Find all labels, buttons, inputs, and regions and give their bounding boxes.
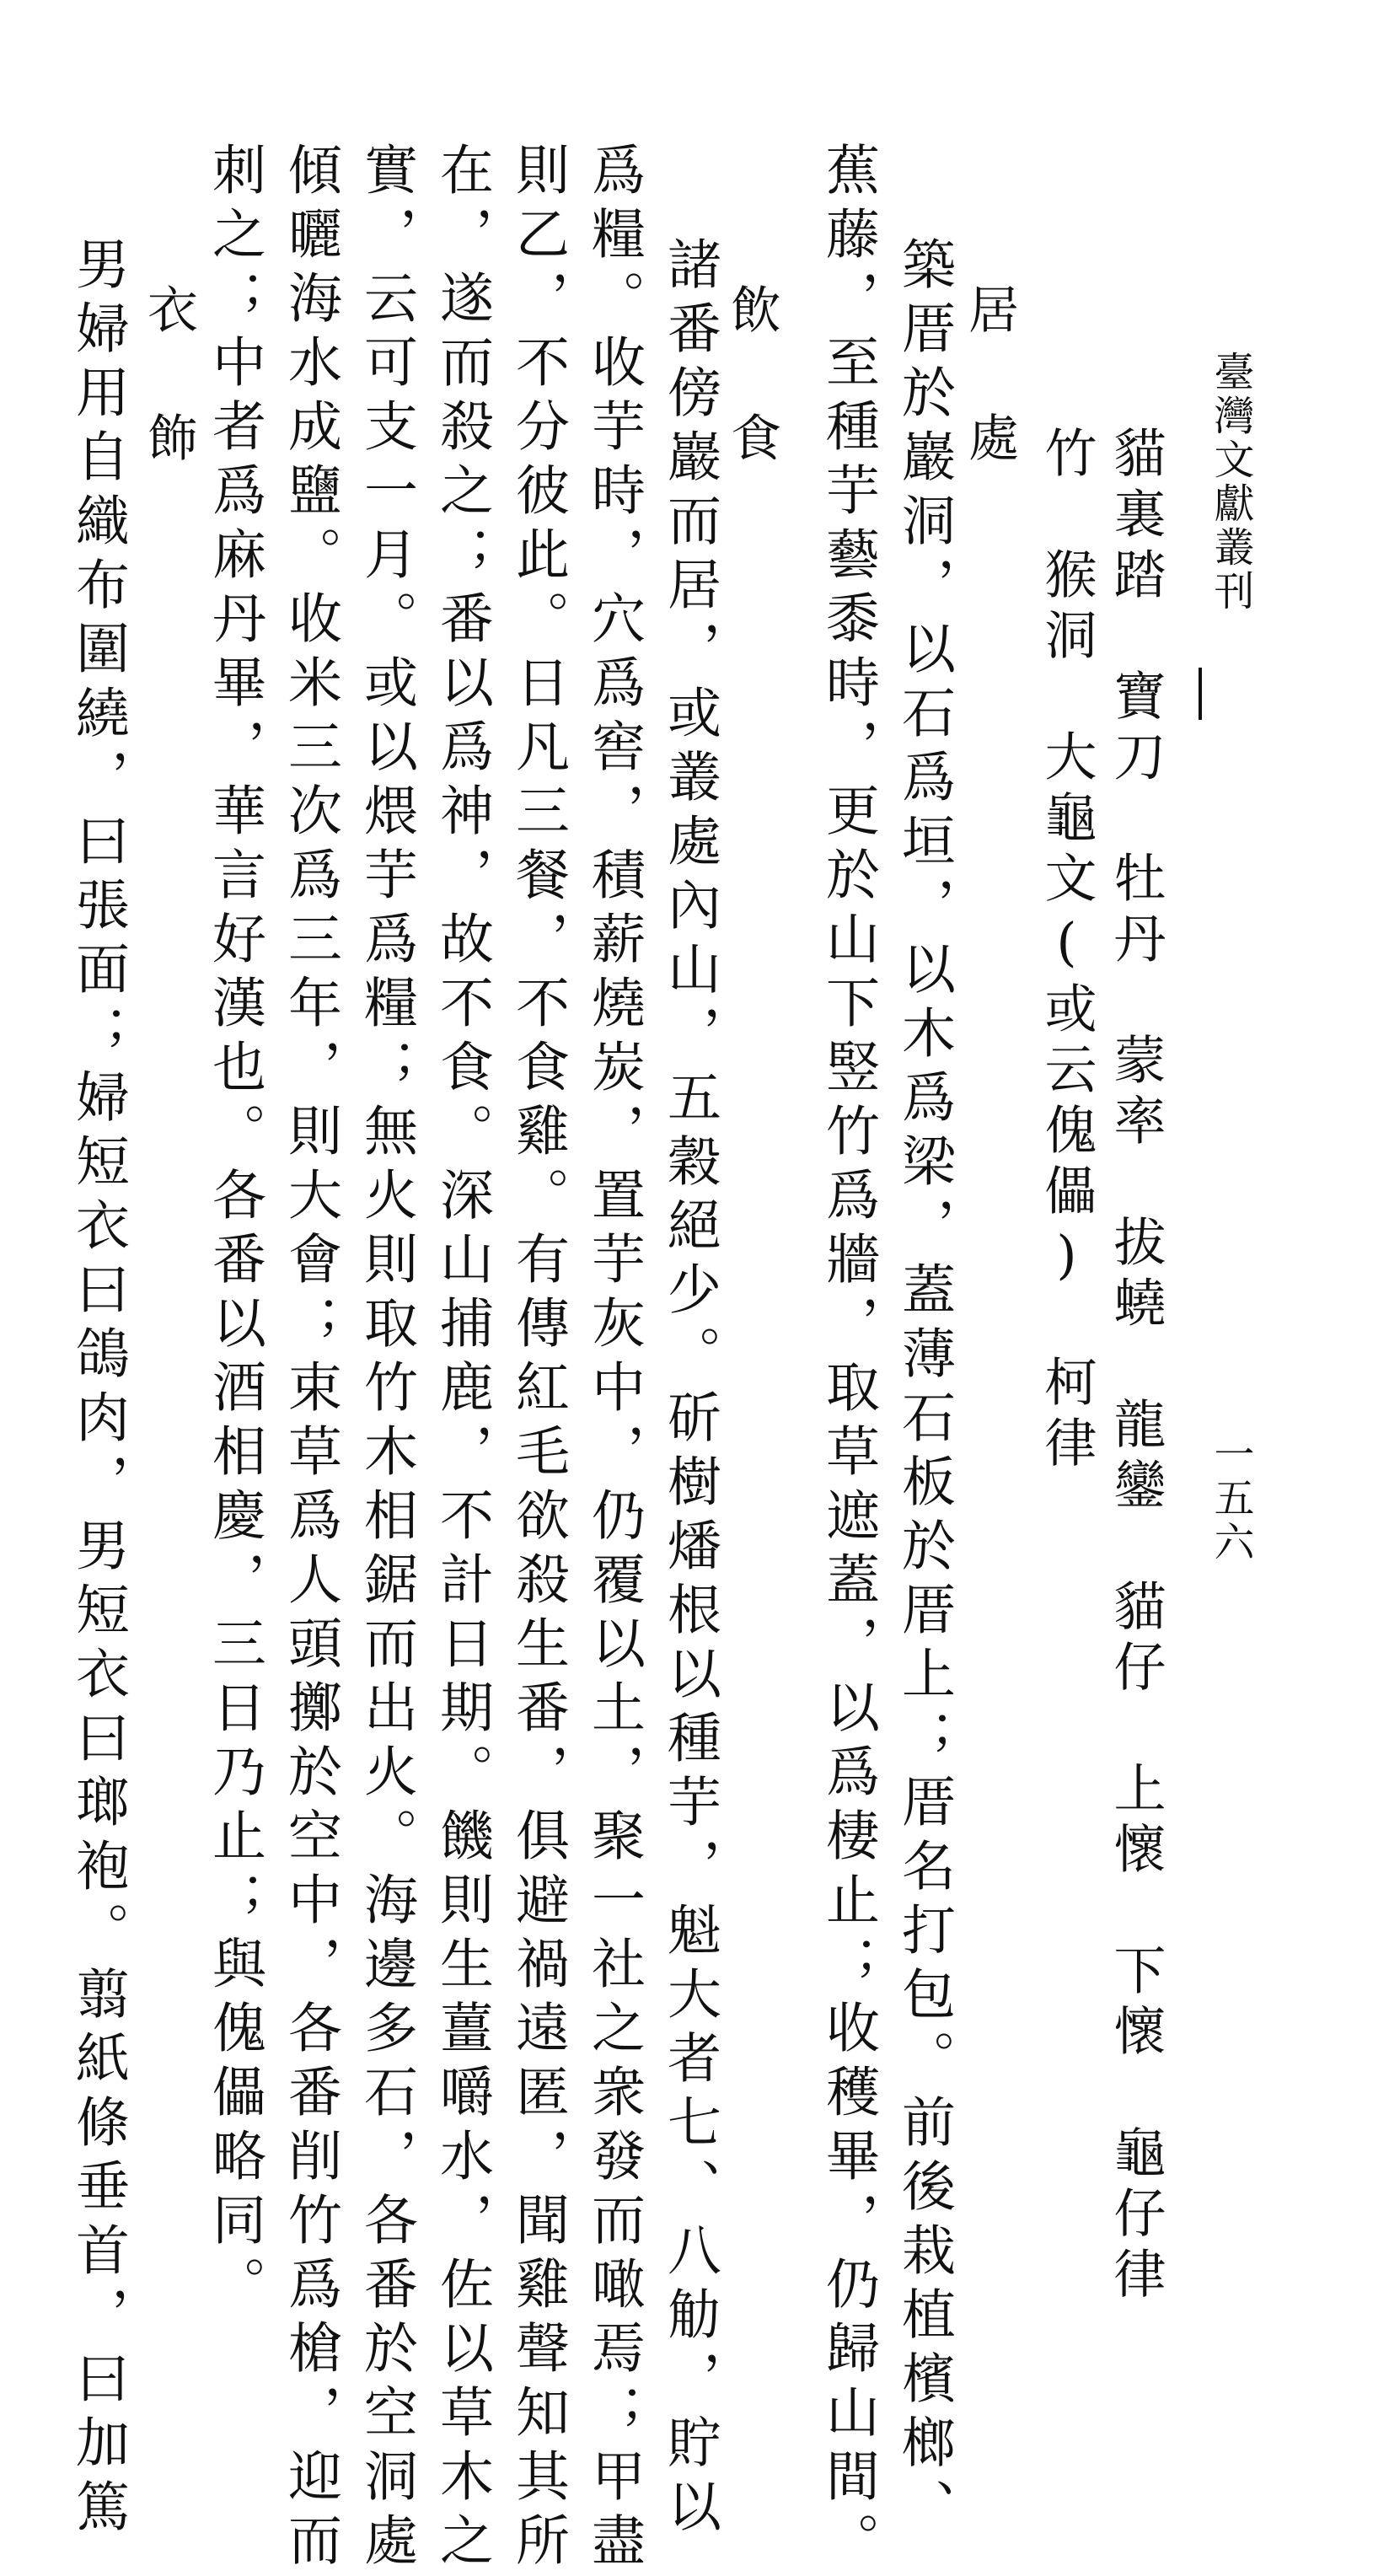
food-line-7: 刺之；中者爲麻丹畢，華言好漢也。各番以酒相慶，三日乃止；與傀儡略同。	[203, 142, 265, 2320]
food-line-1: 諸番傍巖而居，或叢處內山，五穀絕少。斫樹燔根以種芋，魁大者七、八觔，貯以	[658, 236, 721, 2542]
clothing-line-1: 男婦用自織布圍繞，曰張面；婦短衣曰鴿肉，男短衣曰瑯袍。翦紙條垂首，曰加篤	[67, 236, 129, 2542]
header-rule	[1199, 668, 1202, 720]
food-line-6: 傾曬海水成鹽。收米三次爲三年，則大會；束草爲人頭擲於空中，各番削竹爲槍，迎而	[279, 142, 341, 2576]
tribe-list-1: 貓裏踏 寶刀 牡丹 蒙率 拔蟯 龍鑾 貓仔 上懷 下懷 龜仔律	[1105, 426, 1166, 2307]
residence-line-1: 築厝於巖洞，以石爲垣，以木爲梁，蓋薄石板於厝上；厝名打包。前後栽植檳榔、	[893, 236, 955, 2542]
food-line-3: 則乙，不分彼此。日凡三餐，不食雞。有傳紅毛欲殺生番，俱避禍遠匿，聞雞聲知其所	[507, 142, 569, 2576]
section-heading-clothing: 衣 飾	[139, 283, 198, 475]
tribe-list-2: 竹 猴洞 大龜文(或云傀儡) 柯律	[1036, 426, 1097, 1476]
food-line-4: 在，遂而殺之；番以爲神，故不食。深山捕鹿，不計日期。饑則生薑嚼水，佐以草木之	[431, 142, 493, 2576]
section-heading-food: 飲 食	[722, 283, 781, 475]
series-title: 臺灣文獻叢刊	[1207, 351, 1254, 614]
page-number: 一五六	[1207, 1433, 1254, 1564]
food-line-5: 實，云可支一月。或以煨芋爲糧；無火則取竹木相鋸而出火。海邊多石，各番於空洞處	[355, 142, 417, 2576]
section-heading-residence: 居 處	[960, 283, 1019, 475]
residence-line-2: 蕉藤，至種芋藝黍時，更於山下竪竹爲牆，取草遮蓋，以爲棲止；收穫畢，仍歸山間。	[817, 142, 879, 2576]
food-line-2: 爲糧。收芋時，穴爲窖，積薪燒炭，置芋灰中，仍覆以土，聚一社之衆發而噉焉；甲盡	[582, 142, 645, 2576]
